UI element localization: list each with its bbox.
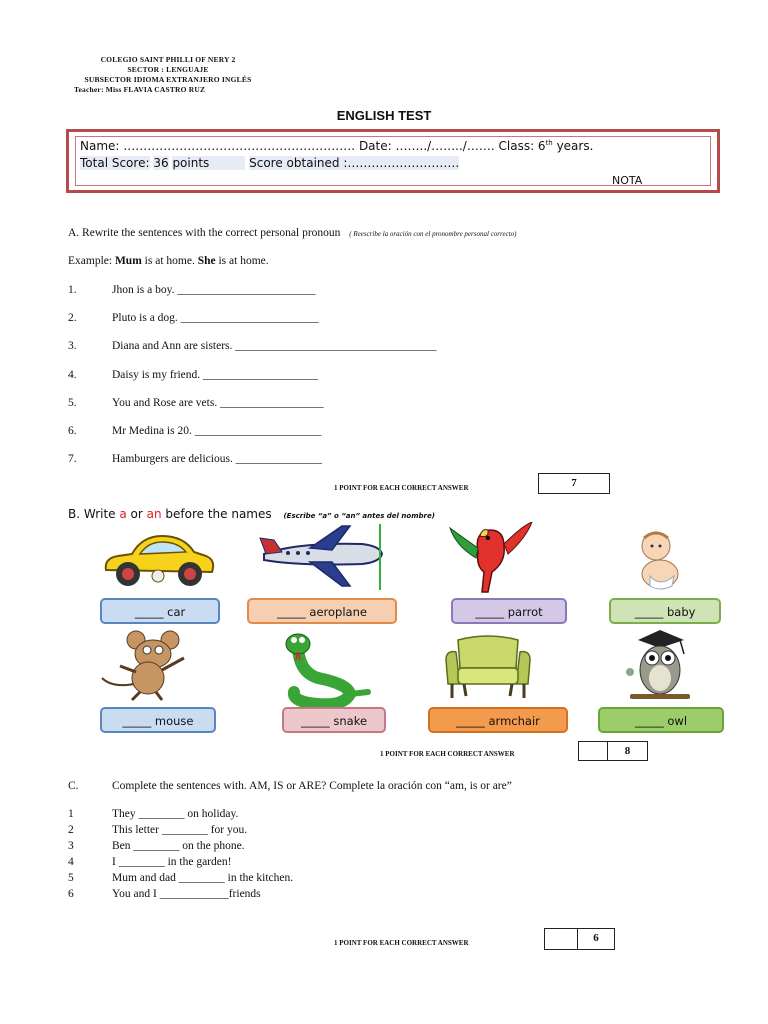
baby-icon xyxy=(628,528,698,594)
question-text: Hamburgers are delicious. _______________ xyxy=(112,453,322,465)
question-text: They ________ on holiday. xyxy=(112,808,239,820)
car-icon xyxy=(98,528,218,592)
article-an: an xyxy=(146,507,162,521)
article-a: a xyxy=(119,507,127,521)
question-number: 7. xyxy=(68,453,77,465)
points-word: points xyxy=(172,156,245,170)
question-c-3[interactable] xyxy=(0,838,768,854)
name-label: Name: xyxy=(80,139,120,153)
label-parrot[interactable]: _____ parrot xyxy=(451,598,567,624)
school-line: SUBSECTOR IDIOMA EXTRANJERO INGLÉS xyxy=(84,75,252,84)
example-word-2: She xyxy=(197,255,216,267)
mouse-icon xyxy=(96,628,198,702)
score-obtained-field[interactable]: ………………………. xyxy=(347,156,460,170)
section-a-example xyxy=(68,255,269,267)
class-label: Class: 6 xyxy=(498,139,546,153)
score-box-c: 6 xyxy=(577,928,615,950)
question-text: You and Rose are vets. __________________ xyxy=(112,397,324,409)
question-number: 4 xyxy=(68,856,74,868)
question-text: You and I ____________friends xyxy=(112,888,261,900)
question-text: Diana and Ann are sisters. ___________________________________ xyxy=(112,340,437,352)
points-note-a: 1 POINT FOR EACH CORRECT ANSWER xyxy=(334,484,469,492)
section-b-post: before the names xyxy=(161,507,272,521)
info-line-2 xyxy=(80,156,459,170)
question-a-5[interactable] xyxy=(0,397,768,413)
label-owl[interactable]: _____ owl xyxy=(598,707,724,733)
section-a-heading xyxy=(68,227,516,239)
name-field[interactable]: …………………………………………………. xyxy=(123,139,356,153)
section-b-note: (Escribe “a” o “an” antes del nombre) xyxy=(283,512,435,520)
question-number: 2. xyxy=(68,312,77,324)
section-c-list xyxy=(0,806,768,902)
parrot-icon xyxy=(448,522,534,594)
nota-label: NOTA xyxy=(612,174,643,187)
section-c-letter: C. xyxy=(68,780,79,792)
section-c-heading: Complete the sentences with. AM, IS or ARE? Complete la oración con “am, is or are” xyxy=(112,780,512,792)
section-a-note: ( Reescribe la oración con el pronombre personal correcto) xyxy=(349,230,517,238)
school-header xyxy=(68,55,268,95)
question-c-4[interactable] xyxy=(0,854,768,870)
school-line: COLEGIO SAINT PHILLI OF NERY 2 xyxy=(100,55,236,64)
question-number: 1 xyxy=(68,808,74,820)
question-c-1[interactable] xyxy=(0,806,768,822)
question-text: Ben ________ on the phone. xyxy=(112,840,245,852)
info-line-1 xyxy=(80,139,593,153)
example-word-1: Mum xyxy=(114,255,142,267)
score-obtained-label: Score obtained : xyxy=(249,156,348,170)
page-title: ENGLISH TEST xyxy=(336,108,432,123)
class-suffix: years. xyxy=(552,139,594,153)
school-line: Teacher: Miss FLAVIA CASTRO RUZ xyxy=(74,85,206,94)
school-line: SECTOR : LENGUAJE xyxy=(127,65,209,74)
question-c-5[interactable] xyxy=(0,870,768,886)
points-note-b: 1 POINT FOR EACH CORRECT ANSWER xyxy=(380,750,515,758)
question-c-2[interactable] xyxy=(0,822,768,838)
question-number: 2 xyxy=(68,824,74,836)
question-number: 6. xyxy=(68,425,77,437)
question-a-6[interactable] xyxy=(0,425,768,441)
question-a-1[interactable] xyxy=(0,284,768,300)
example-mid: is at home. xyxy=(144,255,195,267)
question-number: 1. xyxy=(68,284,77,296)
question-number: 6 xyxy=(68,888,74,900)
question-c-6[interactable] xyxy=(0,886,768,902)
question-text: Jhon is a boy. ________________________ xyxy=(112,284,316,296)
question-a-4[interactable] xyxy=(0,369,768,385)
example-prefix: Example: xyxy=(68,255,113,267)
question-a-2[interactable] xyxy=(0,312,768,328)
date-field[interactable]: ……../……../……. xyxy=(395,139,495,153)
total-score-value: 36 xyxy=(153,156,169,170)
question-a-7[interactable] xyxy=(0,453,768,469)
label-baby[interactable]: _____ baby xyxy=(609,598,721,624)
armchair-icon xyxy=(442,634,534,704)
score-box-c-blank xyxy=(544,928,578,950)
label-car[interactable]: _____ car xyxy=(100,598,220,624)
label-mouse[interactable]: _____ mouse xyxy=(100,707,216,733)
section-b-heading xyxy=(68,507,435,521)
label-armchair[interactable]: _____ armchair xyxy=(428,707,568,733)
label-snake[interactable]: _____ snake xyxy=(282,707,386,733)
question-text: This letter ________ for you. xyxy=(112,824,248,836)
question-number: 3 xyxy=(68,840,74,852)
question-text: Mr Medina is 20. ______________________ xyxy=(112,425,322,437)
section-b-or: or xyxy=(126,507,147,521)
score-box-b: 8 xyxy=(607,741,648,761)
question-text: Pluto is a dog. ________________________ xyxy=(112,312,319,324)
owl-icon xyxy=(624,628,694,704)
question-text: I ________ in the garden! xyxy=(112,856,232,868)
label-aeroplane[interactable]: _____ aeroplane xyxy=(247,598,397,624)
snake-icon xyxy=(278,632,372,708)
question-number: 5 xyxy=(68,872,74,884)
total-score-label: Total Score: xyxy=(80,156,150,170)
score-box-a: 7 xyxy=(538,473,610,494)
points-note-c: 1 POINT FOR EACH CORRECT ANSWER xyxy=(334,939,469,947)
section-b-pre: B. Write xyxy=(68,507,120,521)
question-a-3[interactable] xyxy=(0,340,768,356)
question-text: Mum and dad ________ in the kitchen. xyxy=(112,872,294,884)
date-label: Date: xyxy=(358,139,392,153)
section-a-title: A. Rewrite the sentences with the correct personal pronoun xyxy=(68,227,341,239)
question-number: 5. xyxy=(68,397,77,409)
score-box-b-blank xyxy=(578,741,608,761)
question-number: 4. xyxy=(68,369,77,381)
question-text: Daisy is my friend. ____________________ xyxy=(112,369,319,381)
aeroplane-icon xyxy=(258,524,388,590)
example-end: is at home. xyxy=(218,255,269,267)
question-number: 3. xyxy=(68,340,77,352)
class-sup: th xyxy=(545,139,553,147)
